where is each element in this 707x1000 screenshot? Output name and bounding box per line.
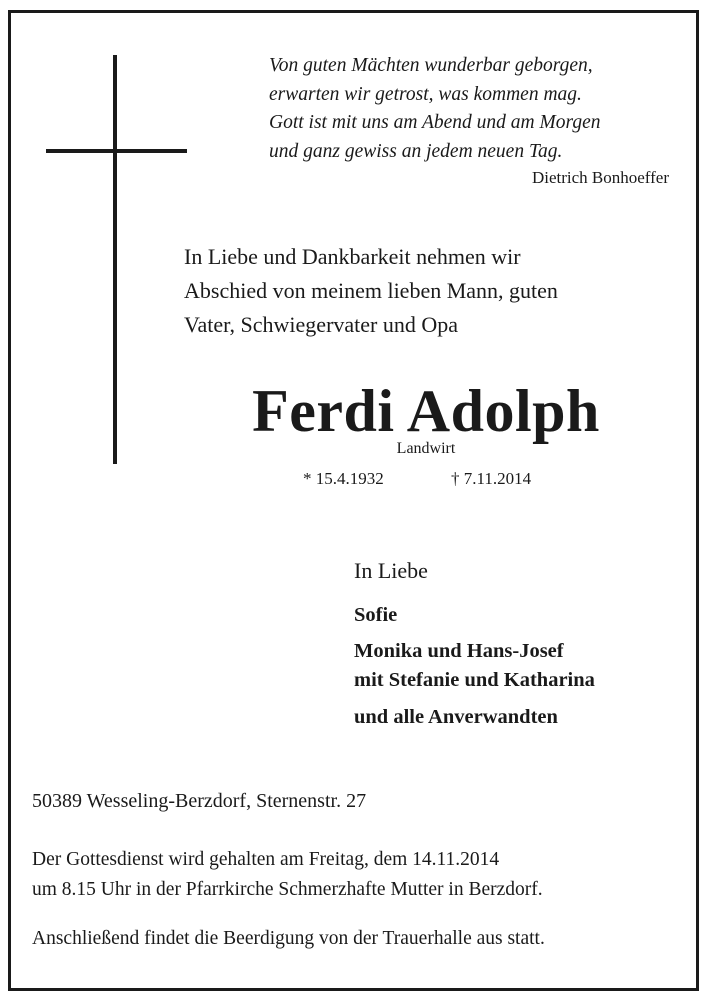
funeral-service-info <box>32 845 543 905</box>
deceased-name: Ferdi Adolph <box>252 378 600 444</box>
mourner-name: Sofie <box>354 604 398 626</box>
farewell-line: Vater, Schwiegervater und Opa <box>184 312 459 337</box>
quote-line: Gott ist mit uns am Abend und am Morgen <box>269 112 601 133</box>
family-address: 50389 Wesseling-Berzdorf, Sternenstr. 27 <box>32 790 367 812</box>
service-line: Der Gottesdienst wird gehalten am Freitag, dem 14.11.2014 <box>32 849 500 870</box>
bonhoeffer-quote <box>269 52 601 166</box>
deceased-profession: Landwirt <box>396 440 456 457</box>
burial-info: Anschließend findet die Beerdigung von der Trauerhalle aus statt. <box>32 928 545 949</box>
mourners-intro: In Liebe <box>354 558 428 583</box>
quote-line: Von guten Mächten wunderbar geborgen, <box>269 55 593 76</box>
service-line: um 8.15 Uhr in der Pfarrkirche Schmerzhafte Mutter in Berzdorf. <box>32 879 543 900</box>
death-date: † 7.11.2014 <box>451 469 532 488</box>
farewell-line: Abschied von meinem lieben Mann, guten <box>184 278 558 303</box>
cross-icon-crossbar <box>46 149 187 153</box>
quote-author: Dietrich Bonhoeffer <box>531 168 669 187</box>
quote-line: und ganz gewiss an jedem neuen Tag. <box>269 140 563 162</box>
farewell-text <box>184 240 558 342</box>
mourner-name: mit Stefanie und Katharina <box>354 669 595 691</box>
mourner-name: Monika und Hans-Josef <box>354 640 564 662</box>
mourner-name: und alle Anverwandten <box>354 706 558 728</box>
farewell-line: In Liebe und Dankbarkeit nehmen wir <box>184 244 521 269</box>
birth-date: * 15.4.1932 <box>303 469 384 488</box>
quote-line: erwarten wir getrost, was kommen mag. <box>269 83 582 105</box>
mourners-list <box>354 601 595 733</box>
